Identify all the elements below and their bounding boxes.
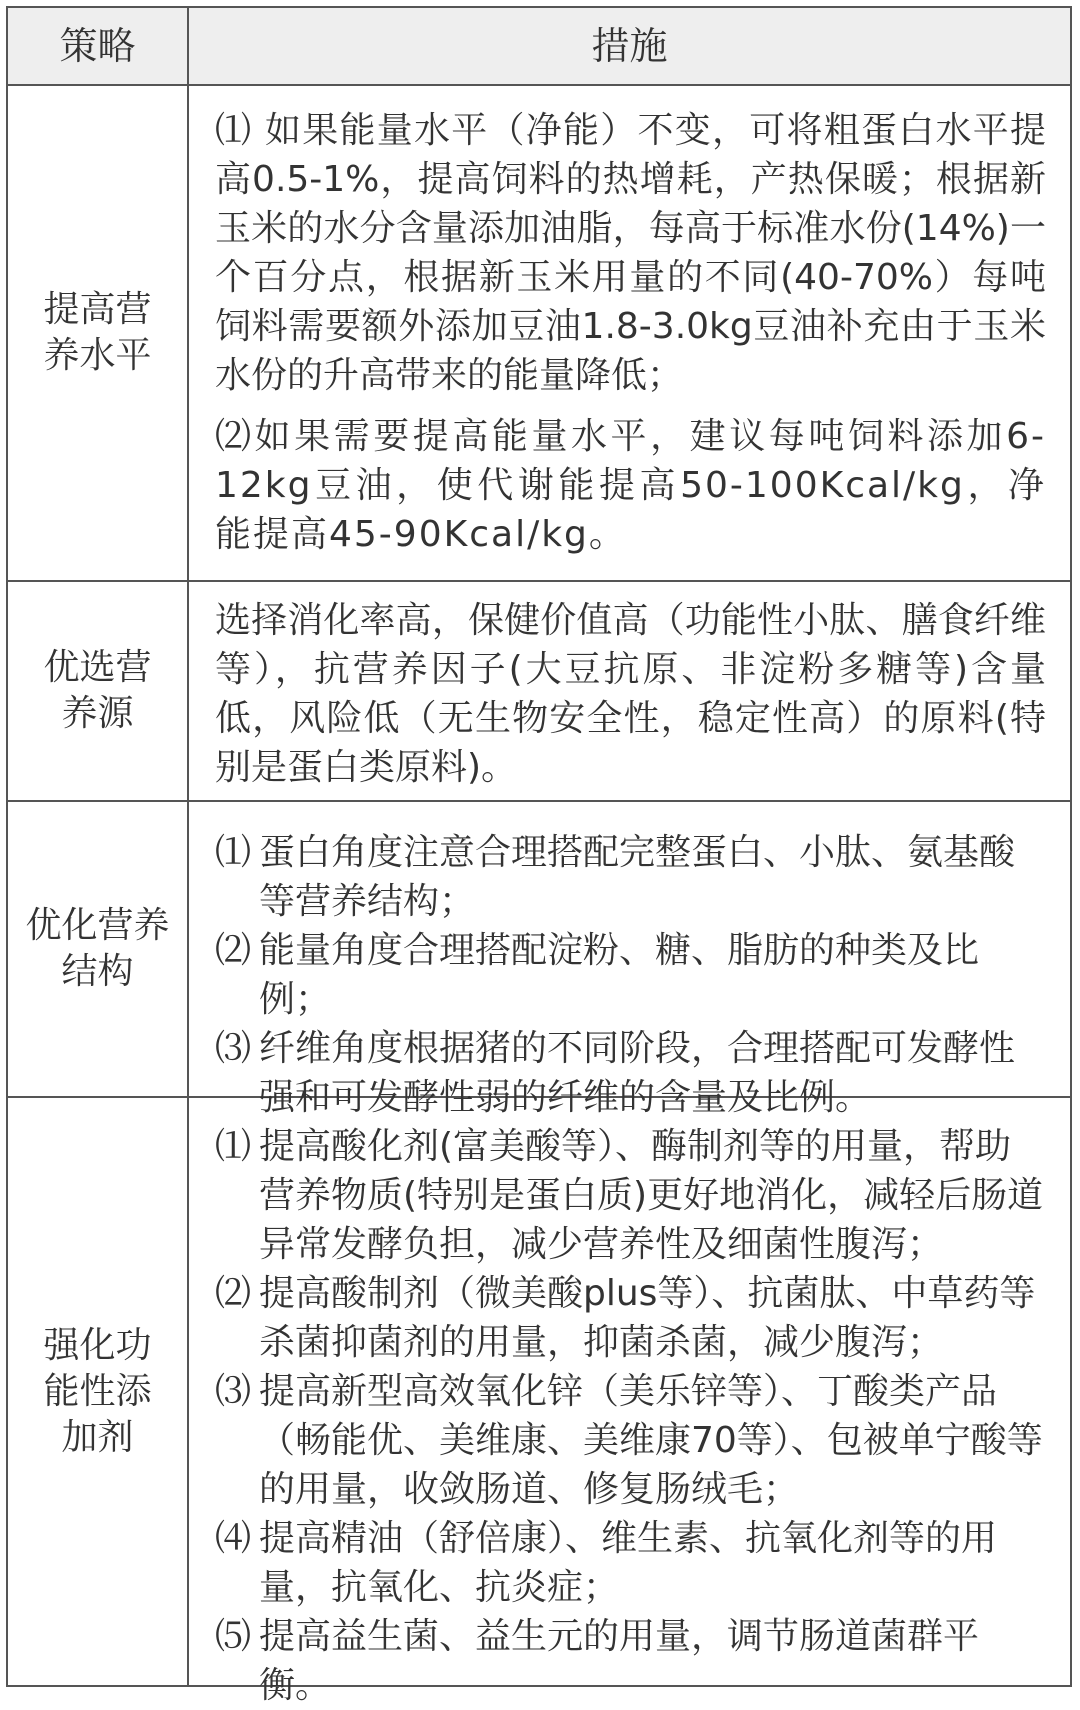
measures-cell (189, 802, 1070, 1118)
list-item (215, 1514, 1046, 1612)
measure-paragraph: ⑴ 如果能量水平（净能）不变，可将粗蛋白水平提高0.5-1%，提高饲料的热增耗，产热保暖；根据新玉米的水分含量添加油脂，每高于标准水份(14%)一个百分点，根据新玉米用量的不同(40-70%）每吨饲料需要额外添加豆油1.8-3.0kg豆油补充由于玉米水份的升高带来的能量降低； (215, 110, 1046, 396)
item-number: ⑶ (215, 1028, 252, 1069)
item-text: 纤维角度根据猪的不同阶段，合理搭配可发酵性强和可发酵性弱的纤维的含量及比例。 (259, 1028, 1016, 1118)
measures-cell (189, 582, 1070, 800)
item-number: ⑵ (215, 930, 252, 971)
list-item (215, 828, 1046, 926)
list-item (215, 1269, 1046, 1367)
item-text: 蛋白角度注意合理搭配完整蛋白、小肽、氨基酸等营养结构； (259, 832, 1016, 922)
item-number: ⑶ (215, 1371, 252, 1412)
table-row (8, 86, 1070, 582)
strategy-measures-table (6, 6, 1072, 1706)
item-text: 能量角度合理搭配淀粉、糖、脂肪的种类及比例； (259, 930, 980, 1020)
strategy-cell (8, 1098, 189, 1685)
item-number: ⑸ (215, 1616, 252, 1657)
strategy-cell (8, 86, 189, 580)
strategy-label: 优选营养源 (43, 647, 152, 734)
table-header-row (8, 8, 1070, 86)
strategy-cell (8, 582, 189, 800)
header-strategy: 策略 (8, 8, 189, 84)
item-text: 提高新型高效氧化锌（美乐锌等）、丁酸类产品（畅能优、美维康、美维康70等）、包被单宁酸等的用量，收敛肠道、修复肠绒毛； (259, 1371, 1043, 1510)
item-number: ⑴ (215, 832, 252, 873)
item-text: 提高酸制剂（微美酸plus等）、抗菌肽、中草药等杀菌抑菌剂的用量，抑菌杀菌，减少腹泻； (259, 1273, 1036, 1363)
item-text: 提高益生菌、益生元的用量，调节肠道菌群平衡。 (259, 1616, 980, 1706)
list-item (215, 926, 1046, 1024)
list-item (215, 1122, 1046, 1269)
strategy-label: 优化营养结构 (25, 905, 170, 992)
table-row (8, 582, 1070, 802)
item-number: ⑷ (215, 1518, 252, 1559)
list-item (215, 1612, 1046, 1710)
item-text: 提高精油（舒倍康）、维生素、抗氧化剂等的用量，抗氧化、抗炎症； (259, 1518, 998, 1608)
strategy-label: 提高营养水平 (43, 289, 152, 376)
table-row (8, 802, 1070, 1118)
item-number: ⑴ (215, 1126, 252, 1167)
item-text: 提高酸化剂(富美酸等）、酶制剂等的用量，帮助营养物质(特别是蛋白质)更好地消化，减轻后肠道异常发酵负担，减少营养性及细菌性腹泻； (259, 1126, 1044, 1265)
strategy-cell (8, 802, 189, 1096)
measures-cell (189, 86, 1070, 580)
list-item (215, 1367, 1046, 1514)
strategy-label: 强化功能性添加剂 (43, 1324, 152, 1458)
item-number: ⑵ (215, 1273, 252, 1314)
table-row (8, 1098, 1070, 1706)
measure-paragraph: ⑵如果需要提高能量水平，建议每吨饲料添加6-12kg豆油，使代谢能提高50-100Kcal/kg，净能提高45-90Kcal/kg。 (215, 416, 1046, 555)
measures-cell (189, 1098, 1070, 1706)
header-measures: 措施 (189, 8, 1070, 84)
measure-paragraph: 选择消化率高，保健价值高（功能性小肽、膳食纤维等），抗营养因子(大豆抗原、非淀粉多糖等)含量低，风险低（无生物安全性，稳定性高）的原料(特别是蛋白类原料)。 (215, 600, 1046, 788)
